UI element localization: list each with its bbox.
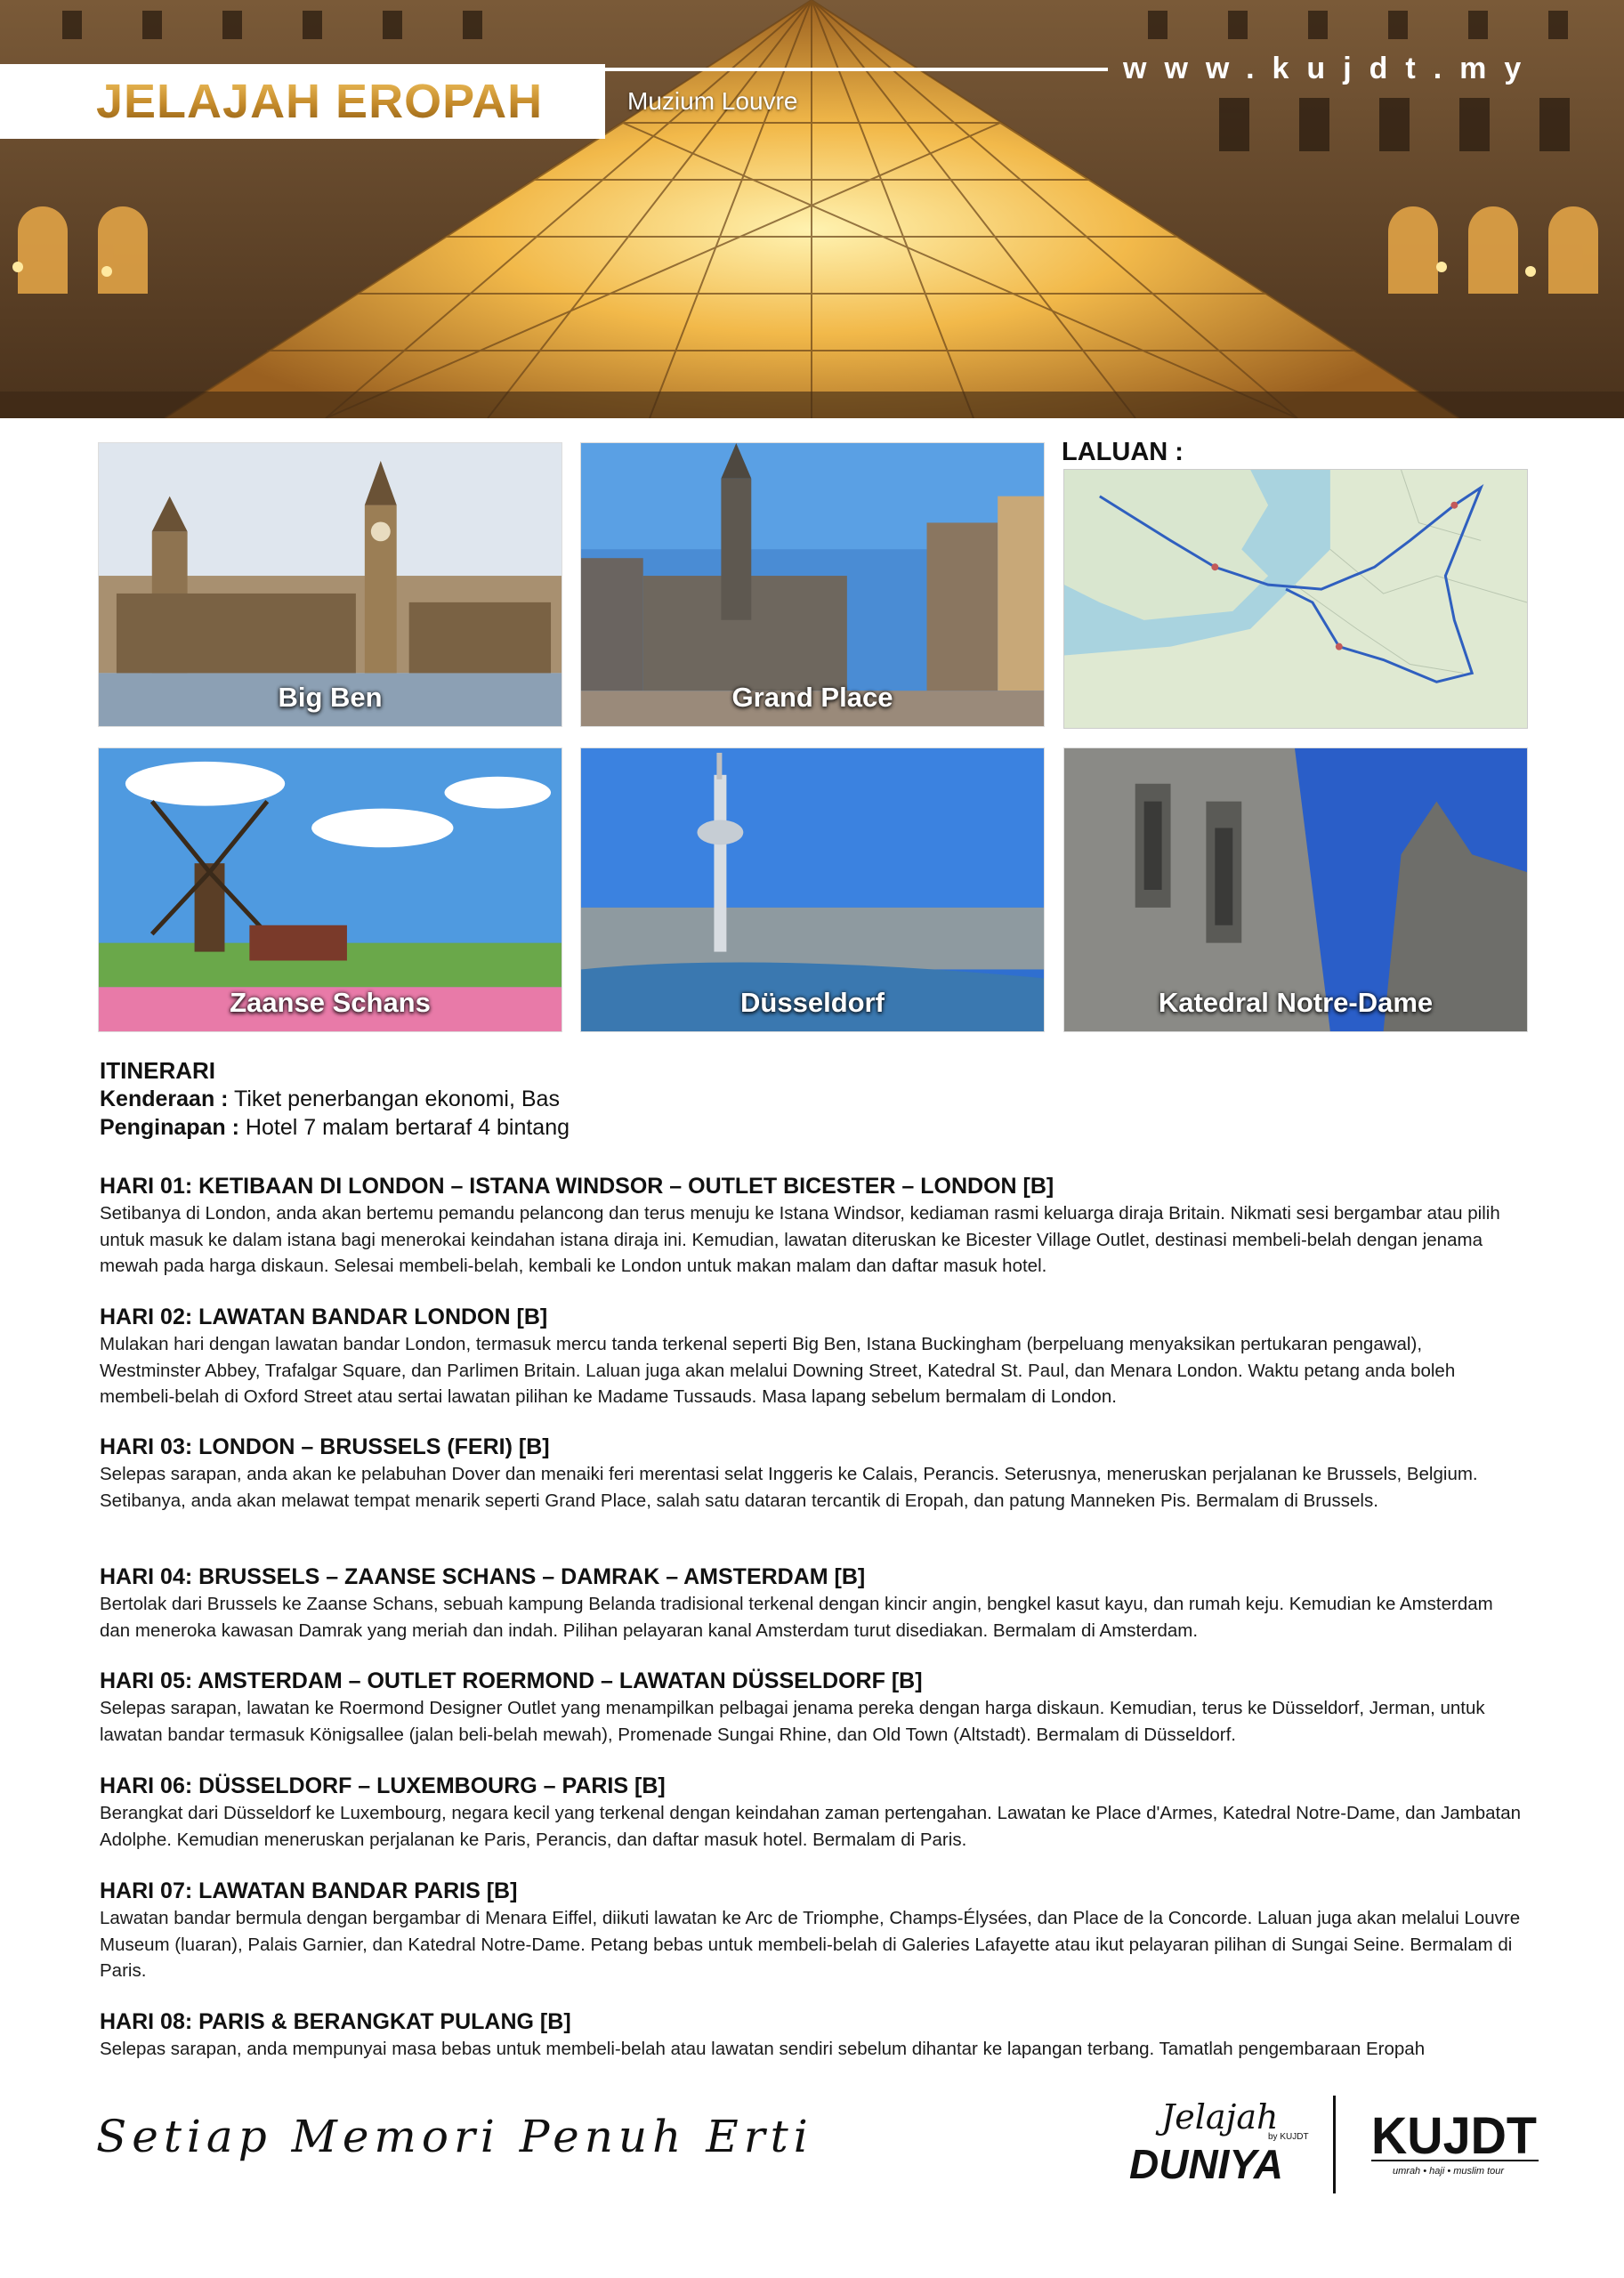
- route-map: [1063, 469, 1528, 729]
- day-title: HARI 01: KETIBAAN DI LONDON – ISTANA WINDSOR – OUTLET BICESTER – LONDON [B]: [100, 1174, 1054, 1199]
- header-rule: [605, 68, 1108, 71]
- page-title: JELAJAH EROPAH: [96, 75, 544, 128]
- stay-value: Hotel 7 malam bertaraf 4 bintang: [245, 1115, 570, 1140]
- day-2: [100, 1304, 1523, 1410]
- stay-label: Penginapan :: [100, 1115, 239, 1140]
- brand-divider: [1333, 2096, 1336, 2193]
- photo-label: Grand Place: [731, 682, 893, 713]
- title-banner: [0, 64, 605, 139]
- brand2-main: KUJDT: [1371, 2107, 1537, 2165]
- itinerary-heading: ITINERARI: [100, 1057, 215, 1084]
- route-title: LALUAN :: [1062, 438, 1184, 466]
- tagline: Setiap Memori Penuh Erti: [96, 2111, 813, 2162]
- day-title: HARI 05: AMSTERDAM – OUTLET ROERMOND – LAWATAN DÜSSELDORF [B]: [100, 1668, 923, 1693]
- photo-notre-dame: [1063, 747, 1528, 1032]
- hero-banner: [0, 0, 1624, 418]
- website-link[interactable]: www.kujdt.my: [1123, 52, 1539, 85]
- itinerary-summary: [100, 1057, 1523, 1142]
- day-description: Lawatan bandar bermula dengan bergambar di Menara Eiffel, diikuti lawatan ke Arc de Triomphe, Champs-Élysées, dan Place de la Concorde. Laluan juga akan melalui Louvre Museum (luaran), Palais Garnier, dan Katedral Notre-Dame. Petang bebas untuk membeli-belah di Galeries Lafayette atau ikut pelayaran pilihan di Sungai Seine. Bermalam di Paris.: [100, 1908, 1521, 1981]
- day-description: Berangkat dari Düsseldorf ke Luxembourg, negara kecil yang terkenal dengan keindahan zaman pertengahan. Lawatan ke Place d'Armes, Katedral Notre-Dame, dan Jambatan Adolphe. Kemudian meneruskan perjalanan ke Paris, Perancis, dan daftar masuk hotel. Bermalam di Paris.: [100, 1803, 1522, 1850]
- day-description: Selepas sarapan, lawatan ke Roermond Designer Outlet yang menampilkan pelbagai jenama pereka dengan harga diskaun. Kemudian, terus ke Düsseldorf, Jerman, untuk lawatan bandar termasuk Königsallee (jalan beli-belah mewah), Promenade Sungai Rhine, dan Old Town (Altstadt). Bermalam di Düsseldorf.: [100, 1698, 1485, 1745]
- brand1-main: DUNIYA: [1129, 2141, 1283, 2187]
- day-description: Selepas sarapan, anda akan ke pelabuhan Dover dan menaiki feri merentasi selat Inggeris ke Calais, Perancis. Seterusnya, meneruskan perjalanan ke Brussels, Belgium. Setibanya, anda akan melawat tempat menarik seperti Grand Place, salah satu dataran tercantik di Eropah, dan patung Manneken Pis. Bermalam di Brussels.: [100, 1464, 1478, 1511]
- day-5: [100, 1668, 1523, 1748]
- day-1: [100, 1173, 1523, 1280]
- day-8: [100, 2008, 1523, 2063]
- day-description: Setibanya di London, anda akan bertemu pemandu pelancong dan terus menuju ke Istana Windsor, kediaman rasmi keluarga diraja Britain. Nikmati sesi bergambar atau pilih untuk masuk ke dalam istana bagi menerokai keindahan istana diraja ini. Kemudian, lawatan diteruskan ke Bicester Village Outlet, destinasi membeli-belah dengan jenama mewah pada harga diskaun. Selesai membeli-belah, kembali ke London untuk makan malam dan daftar masuk hotel.: [100, 1203, 1500, 1276]
- day-6: [100, 1773, 1523, 1853]
- day-title: HARI 03: LONDON – BRUSSELS (FERI) [B]: [100, 1434, 550, 1459]
- brand1-small: by KUJDT: [1268, 2132, 1309, 2142]
- day-4: [100, 1563, 1523, 1644]
- day-7: [100, 1878, 1523, 1984]
- photo-label: Katedral Notre-Dame: [1158, 987, 1434, 1018]
- day-3: [100, 1434, 1523, 1514]
- day-title: HARI 06: DÜSSELDORF – LUXEMBOURG – PARIS [B]: [100, 1773, 666, 1798]
- route-map-image: [1064, 470, 1527, 728]
- photo-label: Big Ben: [278, 682, 383, 713]
- stay-row: [100, 1113, 1523, 1142]
- day-description: Bertolak dari Brussels ke Zaanse Schans, sebuah kampung Belanda tradisional terkenal dengan kincir angin, bengkel kasut kayu, dan rumah keju. Kemudian ke Amsterdam dan meneroka kawasan Damrak yang meriah dan indah. Pilihan pelayaran kanal Amsterdam turut disediakan. Bermalam di Amsterdam.: [100, 1594, 1493, 1641]
- kujdt-logo: [1366, 2107, 1544, 2178]
- vehicle-row: [100, 1085, 1523, 1113]
- photo-big-ben: [98, 442, 562, 727]
- day-title: HARI 08: PARIS & BERANGKAT PULANG [B]: [100, 2009, 571, 2034]
- day-title: HARI 02: LAWATAN BANDAR LONDON [B]: [100, 1305, 548, 1329]
- brand1-script: Jelajah: [1161, 2097, 1279, 2137]
- vehicle-value: Tiket penerbangan ekonomi, Bas: [233, 1086, 560, 1111]
- day-description: Mulakan hari dengan lawatan bandar London, termasuk mercu tanda terkenal seperti Big Ben, Istana Buckingham (berpeluang menyaksikan pertukaran pengawal), Westminster Abbey, Trafalgar Square, dan Parlimen Britain. Laluan juga akan melalui Downing Street, Katedral St. Paul, dan Menara London. Waktu petang anda boleh membeli-belah di Oxford Street atau sertai lawatan pilihan ke Madame Tussauds. Masa lapang sebelum bermalam di London.: [100, 1334, 1456, 1407]
- photo-label: Düsseldorf: [740, 987, 885, 1018]
- day-title: HARI 04: BRUSSELS – ZAANSE SCHANS – DAMRAK – AMSTERDAM [B]: [100, 1564, 866, 1589]
- photo-grand-place: [580, 442, 1045, 727]
- photo-dusseldorf: [580, 747, 1045, 1032]
- day-title: HARI 07: LAWATAN BANDAR PARIS [B]: [100, 1878, 518, 1903]
- vehicle-label: Kenderaan :: [100, 1086, 229, 1111]
- day-description: Selepas sarapan, anda mempunyai masa bebas untuk membeli-belah atau lawatan sendiri sebelum dihantar ke lapangan terbang. Tamatlah pengembaraan Eropah: [100, 2039, 1426, 2059]
- hero-caption: Muzium Louvre: [627, 87, 798, 115]
- photo-label: Zaanse Schans: [230, 987, 431, 1018]
- photo-zaanse-schans: [98, 747, 562, 1032]
- brand2-sub: umrah • haji • muslim tour: [1393, 2166, 1505, 2177]
- jelajah-duniya-logo: [1126, 2091, 1326, 2189]
